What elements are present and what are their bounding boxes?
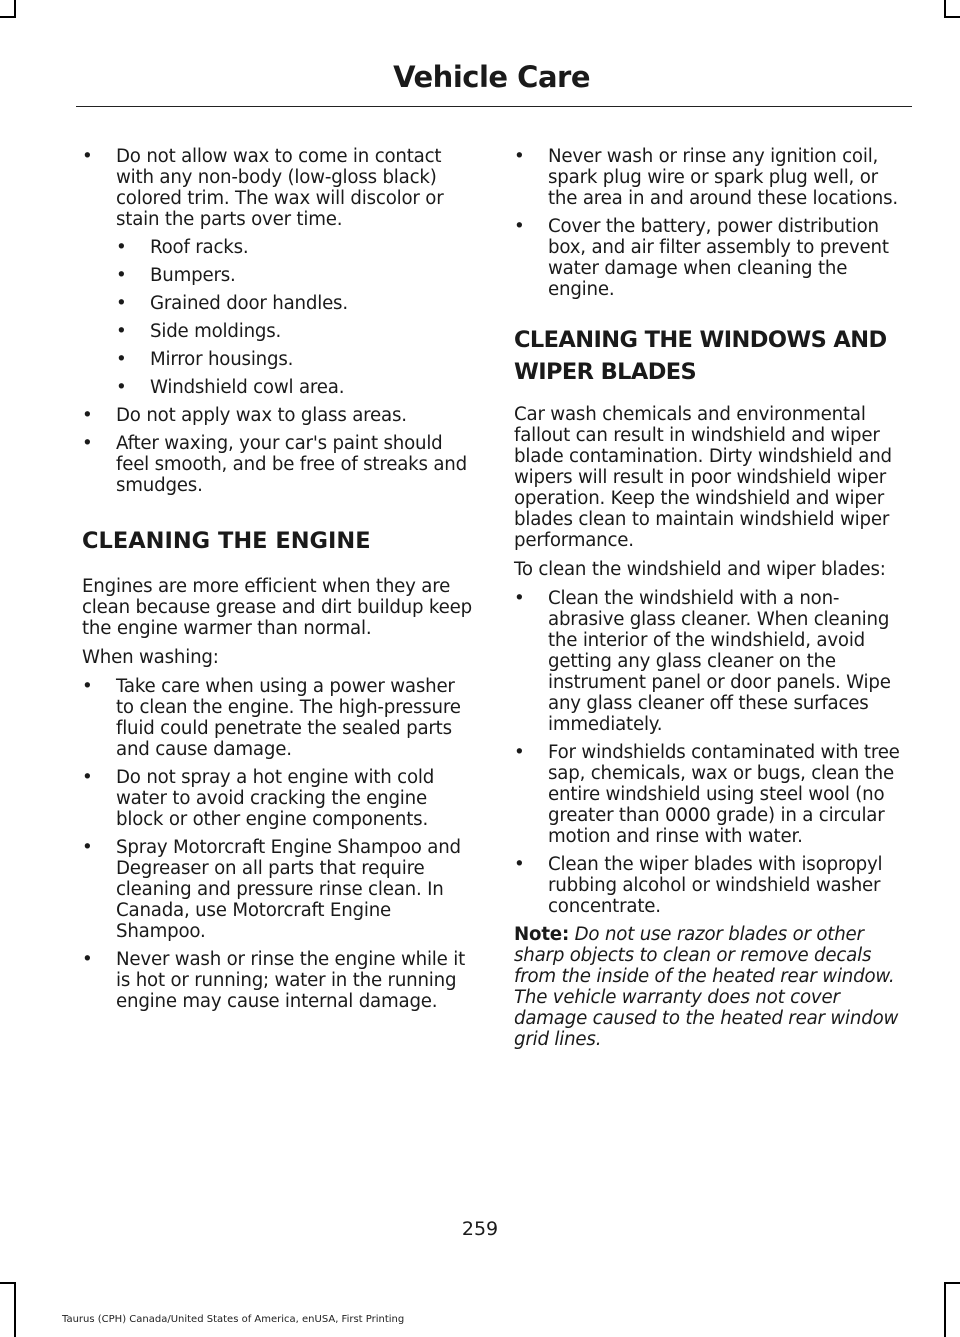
section-heading-line: CLEANING THE WINDOWS AND — [514, 327, 887, 353]
section-heading-engine: CLEANING THE ENGINE — [82, 528, 371, 554]
list-item: • Mirror housings. — [82, 349, 477, 370]
list-item: • Do not spray a hot engine with cold water to avoid cracking the engine block or other engine components. — [82, 767, 477, 830]
list-item: • Grained door handles. — [82, 293, 477, 314]
wax-bullet-list — [82, 146, 477, 496]
list-item: • Side moldings. — [82, 321, 477, 342]
list-item: • Spray Motorcraft Engine Shampoo and Degreaser on all parts that require cleaning and pressure rinse clean. In Canada, use Motorcraft Engine Shampoo. — [82, 837, 477, 942]
crop-mark — [0, 1282, 16, 1284]
list-item: • Windshield cowl area. — [82, 377, 477, 398]
crop-mark — [944, 1282, 946, 1337]
header-divider — [76, 106, 912, 107]
footer-text: Taurus (CPH) Canada/United States of America, enUSA, First Printing — [62, 1314, 405, 1325]
list-item: • Clean the windshield with a non-abrasive glass cleaner. When cleaning the interior of the windshield, avoid getting any glass cleaner on the instrument panel or door panels. Wipe any glass cleaner off these surfaces immediately. — [514, 588, 909, 735]
crop-mark — [944, 1282, 960, 1284]
right-column — [514, 146, 909, 1058]
list-item: • For windshields contaminated with tree sap, chemicals, wax or bugs, clean the entire windshield using steel wool (no greater than 0000 grade) in a circular motion and rinse with water. — [514, 742, 909, 847]
crop-mark — [14, 0, 16, 17]
paragraph-lead: When washing: — [82, 647, 219, 668]
list-item: • Take care when using a power washer to clean the engine. The high-pressure fluid could penetrate the sealed parts and cause damage. — [82, 676, 477, 760]
page-number: 259 — [461, 1218, 499, 1240]
crop-mark — [944, 0, 946, 17]
crop-mark — [14, 1282, 16, 1337]
paragraph: Engines are more efficient when they are clean because grease and dirt buildup keep the engine warmer than normal. — [82, 576, 472, 639]
note-label: Note: — [514, 924, 570, 945]
note-text: Do not use razor blades or other sharp objects to clean or remove decals from the inside of the heated rear window. The vehicle warranty does not cover damage caused to the heated rear window grid lines. — [514, 924, 899, 1050]
list-item: • Bumpers. — [82, 265, 477, 286]
section-heading-windows — [514, 324, 909, 388]
list-item: • Cover the battery, power distribution box, and air filter assembly to prevent water damage when cleaning the engine. — [514, 216, 909, 300]
page-title: Vehicle Care — [393, 60, 590, 94]
list-item: • Do not allow wax to come in contact with any non-body (low-gloss black) colored trim. The wax will discolor or stain the parts over time. — [82, 146, 477, 230]
windows-bullet-list — [514, 588, 909, 917]
list-item: • Do not apply wax to glass areas. — [82, 405, 477, 426]
note — [514, 924, 909, 1050]
list-item: • Never wash or rinse the engine while it is hot or running; water in the running engine may cause internal damage. — [82, 949, 477, 1012]
list-item: • After waxing, your car's paint should feel smooth, and be free of streaks and smudges. — [82, 433, 477, 496]
paragraph-lead: To clean the windshield and wiper blades: — [514, 559, 886, 580]
list-item: • Clean the wiper blades with isopropyl rubbing alcohol or windshield washer concentrate. — [514, 854, 909, 917]
paragraph: Car wash chemicals and environmental fallout can result in windshield and wiper blade contamination. Dirty windshield and wipers will result in poor windshield wiper operation. Keep the windshield and wiper blades clean to maintain windshield wiper performance. — [514, 404, 892, 551]
left-column — [82, 146, 477, 1019]
section-heading-line: WIPER BLADES — [514, 359, 697, 385]
engine-bullet-list — [82, 676, 477, 1012]
list-item: • Never wash or rinse any ignition coil, spark plug wire or spark plug well, or the area in and around these locations. — [514, 146, 909, 209]
crop-mark — [944, 16, 960, 18]
list-item: • Roof racks. — [82, 237, 477, 258]
engine-bullet-list-continued — [514, 146, 909, 300]
crop-mark — [0, 16, 16, 18]
